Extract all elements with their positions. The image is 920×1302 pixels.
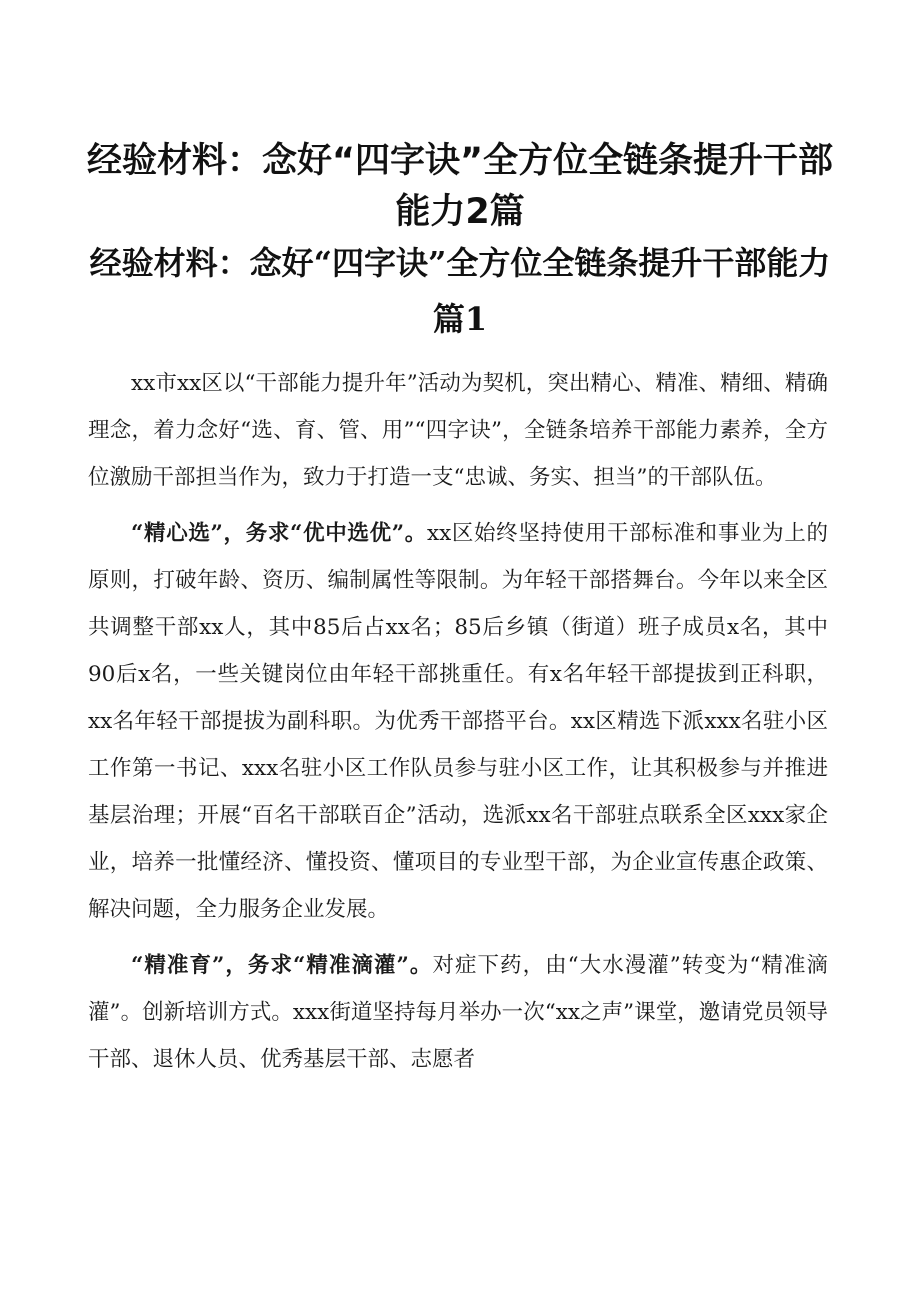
paragraph-train-text: 对症下药，由“大水漫灌”转变为“精准滴灌”。创新培训方式。xxx街道坚持每月举办一次“xx之声”课堂，邀请党员领导干部、退休人员、优秀基层干部、志愿者 [88,953,829,1072]
document-title: 经验材料：念好“四字诀”全方位全链条提升干部能力2篇 [86,141,833,232]
paragraph-intro [88,360,828,501]
paragraph-train [88,942,828,1083]
paragraph-train-heading: “精准育”，务求“精准滴灌”。 [131,953,433,978]
paragraph-select-heading: “精心选”，务求“优中选优”。 [131,521,427,546]
section-title: 经验材料：念好“四字诀”全方位全链条提升干部能力篇1 [89,244,831,338]
paragraph-select [88,510,828,933]
paragraph-intro-text: xx市xx区以“干部能力提升年”活动为契机，突出精心、精准、精细、精确理念，着力念好“选、育、管、用”“四字诀”，全链条培养干部能力素养，全方位激励干部担当作为，致力于打造一支“忠诚、务实、担当”的干部队伍。 [88,371,828,490]
paragraph-select-text: xx区始终坚持使用干部标准和事业为上的原则，打破年龄、资历、编制属性等限制。为年轻干部搭舞台。今年以来全区共调整干部xx人，其中85后占xx名；85后乡镇（街道）班子成员x名，其中90后x名，一些关键岗位由年轻干部挑重任。有x名年轻干部提拔到正科职，xx名年轻干部提拔为副科职。为优秀干部搭平台。xx区精选下派xxx名驻小区工作第一书记、xxx名驻小区工作队员参与驻小区工作，让其积极参与并推进基层治理；开展“百名干部联百企”活动，选派xx名干部驻点联系全区xxx家企业，培养一批懂经济、懂投资、懂项目的专业型干部，为企业宣传惠企政策、解决问题，全力服务企业发展。 [88,521,828,922]
body-text [88,360,828,1092]
